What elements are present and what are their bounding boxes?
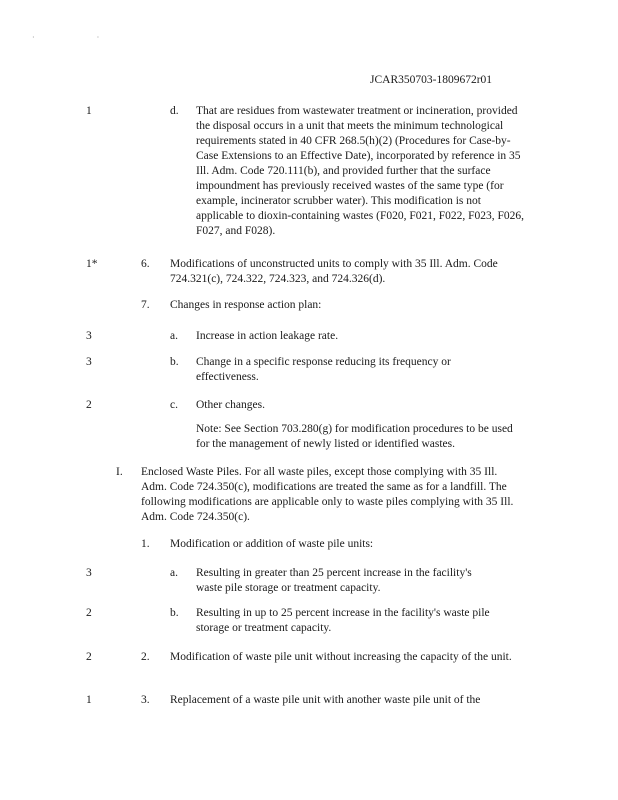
item-text-I3: Replacement of a waste pile unit with another waste pile unit of the: [170, 694, 481, 706]
note-text: Note: See Section 703.280(g) for modification procedures to be used for the management of newly listed or identified wastes.: [196, 423, 513, 450]
item-text-I2: Modification of waste pile unit without increasing the capacity of the unit.: [170, 651, 512, 663]
class-code-I1a: 3: [86, 567, 92, 579]
item-text-7c: Other changes.: [196, 399, 265, 411]
item-text-6: Modifications of unconstructed units to comply with 35 Ill. Adm. Code 724.321(c), 724.322, 724.323, and 724.326(d).: [170, 258, 498, 285]
item-label-7b: b.: [170, 356, 179, 368]
item-label-7: 7.: [141, 299, 150, 311]
item-label-d: d.: [170, 105, 179, 117]
section-label-I: I.: [116, 466, 123, 478]
item-text-I1: Modification or addition of waste pile units:: [170, 538, 374, 550]
item-label-7a: a.: [170, 330, 178, 342]
item-label-I1: 1.: [141, 538, 150, 550]
item-label-I2: 2.: [141, 651, 150, 663]
item-text-7: Changes in response action plan:: [170, 299, 322, 311]
item-label-6: 6.: [141, 258, 150, 270]
item-text-d: That are residues from wastewater treatment or incineration, provided the disposal occurs in a unit that meets the minimum technological requirements stated in 40 CFR 268.5(h)(2) (Procedures for Case-by-Case Extensions to an Effective Date), incorporated by reference in 35 Ill. Adm. Code 720.111(b), and provided further that the surface impoundment has previously received wastes of the same type (for example, incinerator scrubber water). This modification is not applicable to dioxin-containing wastes (F020, F021, F022, F023, F026, F027, and F028).: [196, 105, 525, 237]
item-text-7a: Increase in action leakage rate.: [196, 330, 339, 342]
class-code-I1b: 2: [86, 607, 92, 619]
item-label-7c: c.: [170, 399, 178, 411]
item-label-I1a: a.: [170, 567, 178, 579]
class-code-7a: 3: [86, 330, 92, 342]
item-text-I1a: Resulting in greater than 25 percent increase in the facility's waste pile storage or treatment capacity.: [196, 567, 472, 594]
section-text-I: Enclosed Waste Piles. For all waste piles, except those complying with 35 Ill. Adm. Code 724.350(c), modifications are treated the same as for a landfill. The following modifications are applicable only to waste piles complying with 35 Ill. Adm. Code 724.350(c).: [141, 466, 514, 523]
class-code-6: 1*: [86, 258, 98, 270]
scan-specks: · ·: [32, 33, 130, 42]
item-text-I1b: Resulting in up to 25 percent increase in the facility's waste pile storage or treatment capacity.: [196, 607, 490, 634]
item-label-I1b: b.: [170, 607, 179, 619]
class-code-7c: 2: [86, 399, 92, 411]
item-label-I3: 3.: [141, 694, 150, 706]
class-code-I2: 2: [86, 651, 92, 663]
document-id: JCAR350703-1809672r01: [370, 74, 493, 86]
item-text-7b: Change in a specific response reducing its frequency or effectiveness.: [196, 356, 451, 383]
class-code-I3: 1: [86, 694, 92, 706]
class-code-7b: 3: [86, 356, 92, 368]
class-code-d: 1: [86, 105, 92, 117]
